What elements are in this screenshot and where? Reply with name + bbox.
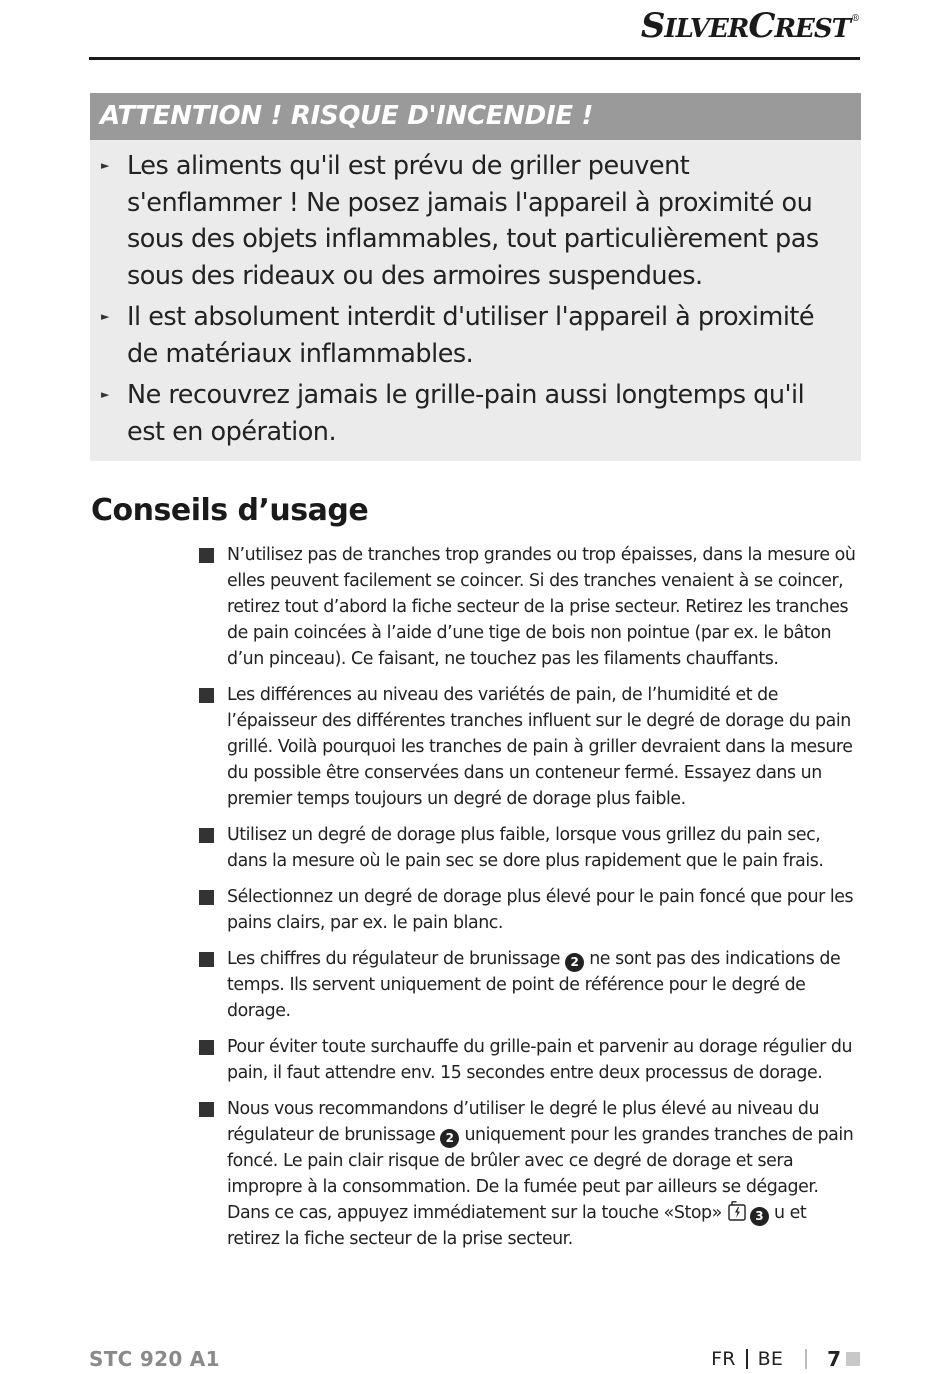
tip-item xyxy=(199,884,863,936)
warning-text: Ne recouvrez jamais le grille-pain aussi longtemps qu'il est en opération. xyxy=(127,380,805,447)
header-divider xyxy=(89,57,860,60)
tip-text: Les chiffres du régulateur de brunissage 2 ne sont pas des indications de temps. Ils servent uniquement de point de référence pour le degré de dorage. xyxy=(227,949,841,1021)
model-number: STC 920 A1 xyxy=(89,1347,220,1371)
square-bullet-icon xyxy=(199,1034,227,1086)
square-bullet-icon xyxy=(199,1096,227,1252)
divider xyxy=(805,1349,807,1369)
tip-item xyxy=(199,946,863,1024)
fire-warning-box xyxy=(90,93,861,461)
tip-item xyxy=(199,1096,863,1252)
warning-text: Il est absolument interdit d'utiliser l'appareil à proximité de matériaux inflammables. xyxy=(127,302,815,369)
triangle-pointer-icon: ► xyxy=(101,388,109,401)
language-code: FR xyxy=(711,1348,736,1370)
warning-item xyxy=(101,299,847,372)
square-bullet-icon xyxy=(199,682,227,812)
triangle-pointer-icon: ► xyxy=(101,310,109,323)
tips-list xyxy=(199,542,863,1262)
tip-text: N’utilisez pas de tranches trop grandes ou trop épaisses, dans la mesure où elles peuvent facilement se coincer. Si des tranches venaient à se coincer, retirez tout d’abord la fiche secteur de la prise secteur. Retirez les tranches de pain coincées à l’aide d’une tige de bois non pointue (par ex. le bâton d’un pinceau). Ce faisant, ne touchez pas les filaments chauffants. xyxy=(227,545,856,669)
reference-number-badge: 2 xyxy=(440,1129,459,1148)
warning-text: Les aliments qu'il est prévu de griller peuvent s'enflammer ! Ne posez jamais l'appareil à proximité ou sous des objets inflammables, tout particulièrement pas sous des rideaux ou des armoires suspendues. xyxy=(127,151,819,291)
reference-number-badge: 3 xyxy=(750,1207,769,1226)
warning-list xyxy=(90,140,861,450)
square-bullet-icon xyxy=(199,946,227,1024)
warning-item xyxy=(101,148,847,294)
page-number: 7 xyxy=(827,1347,841,1371)
tip-item xyxy=(199,1034,863,1086)
country-code: BE xyxy=(757,1348,784,1370)
triangle-pointer-icon: ► xyxy=(101,159,109,172)
page-marker-icon xyxy=(846,1352,860,1366)
tip-text: Les différences au niveau des variétés de pain, de l’humidité et de l’épaisseur des différentes tranches influent sur le degré de dorage du pain grillé. Voilà pourquoi les tranches de pain à griller devraient dans la mesure du possible être conservées dans un conteneur fermé. Essayez dans un premier temps toujours un degré de dorage plus faible. xyxy=(227,685,853,809)
divider xyxy=(746,1349,748,1369)
section-title: Conseils d’usage xyxy=(91,493,369,528)
square-bullet-icon xyxy=(199,822,227,874)
square-bullet-icon xyxy=(199,542,227,672)
tip-text: Utilisez un degré de dorage plus faible, lorsque vous grillez du pain sec, dans la mesure où le pain sec se dore plus rapidement que le pain frais. xyxy=(227,825,824,871)
tip-text: Pour éviter toute surchauffe du grille-pain et parvenir au dorage régulier du pain, il faut attendre env. 15 secondes entre deux processus de dorage. xyxy=(227,1037,853,1083)
brand-logo: SILVERCREST® xyxy=(640,6,859,46)
reference-number-badge: 2 xyxy=(565,953,584,972)
warning-title: ATTENTION ! RISQUE D'INCENDIE ! xyxy=(90,93,861,140)
page-footer xyxy=(711,1347,860,1371)
tip-item xyxy=(199,542,863,672)
square-bullet-icon xyxy=(199,884,227,936)
tip-text: Sélectionnez un degré de dorage plus élevé pour le pain foncé que pour les pains clairs, par ex. le pain blanc. xyxy=(227,887,854,933)
tip-item xyxy=(199,822,863,874)
stop-toaster-icon xyxy=(728,1201,746,1221)
tip-item xyxy=(199,682,863,812)
tip-text: Nous vous recommandons d’utiliser le degré le plus élevé au niveau du régulateur de brunissage 2 uniquement pour les grandes tranches de pain foncé. Le pain clair risque de brûler avec ce degré de dorage et sera impropre à la consommation. De la fumée peut par ailleurs se dégager. Dans ce cas, appuyez immédiatement sur la touche «Stop» 3 u et retirez la fiche secteur de la prise secteur. xyxy=(227,1099,854,1249)
warning-item xyxy=(101,377,847,450)
